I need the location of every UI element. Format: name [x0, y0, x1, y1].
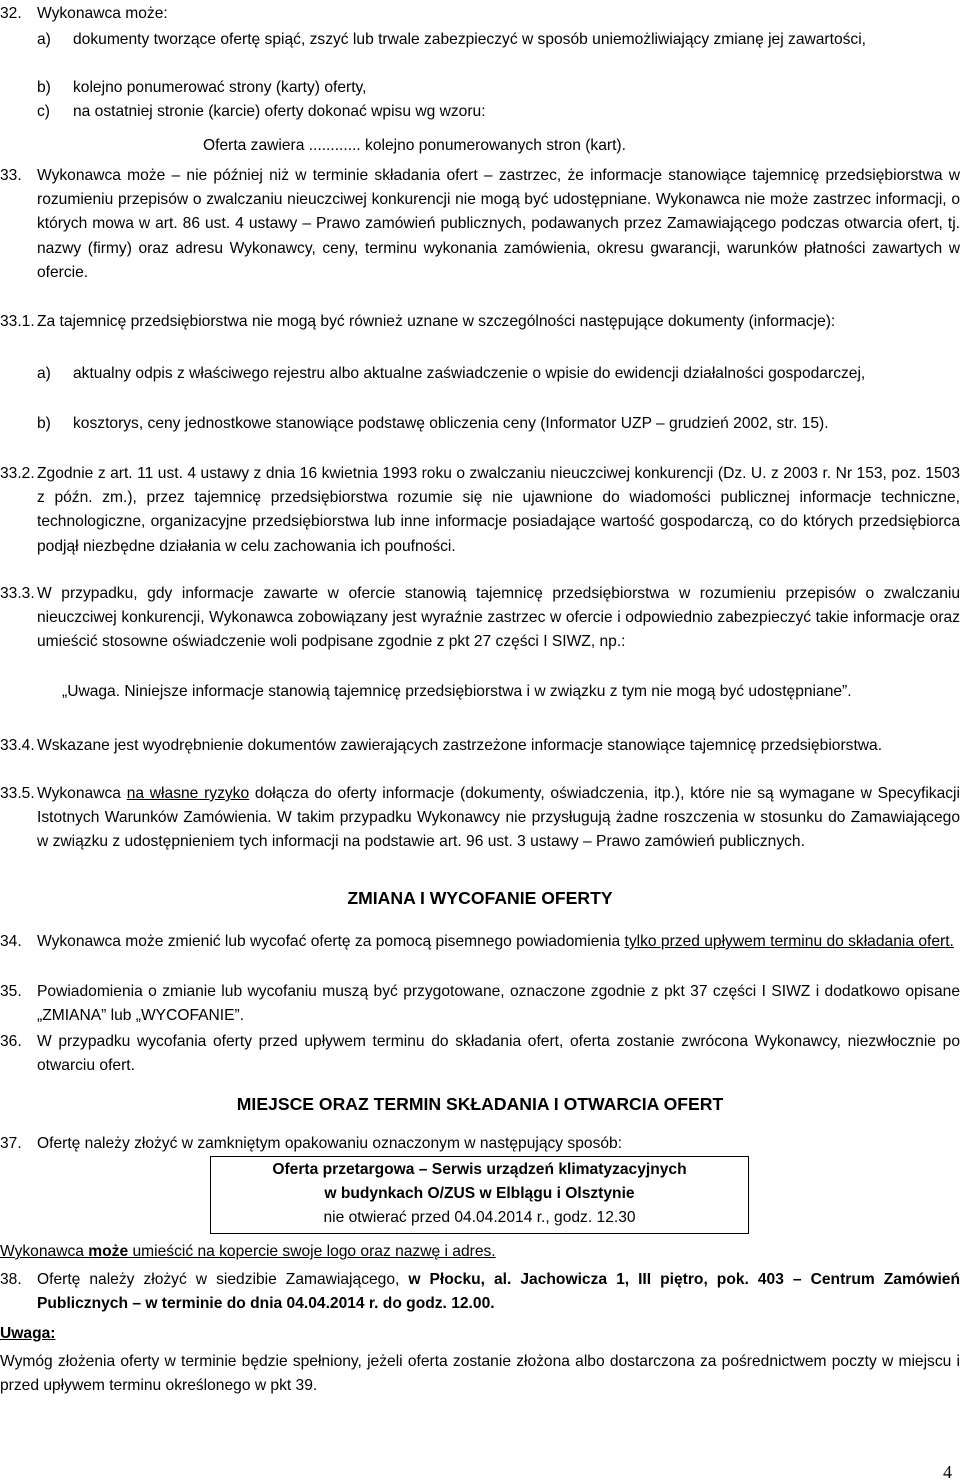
section-33-3: 33.3. W przypadku, gdy informacje zawarte w ofercie stanowią tajemnicę przedsiębiorstwa w rozumieniu przepisów o zwalczaniu nieuczciwej konkurencji, Wykonawca zobowiązany jest wyraźnie zastrzec w ofercie i odpowiednio zabezpieczyć takie informacje oraz umieścić stosowne oświadczenie woli podpisane zgodnie z pkt 27 części I SIWZ, np.: — [0, 585, 960, 651]
section-34: 34. Wykonawca może zmienić lub wycofać ofertę za pomocą pisemnego powiadomienia tylko przed upływem terminu do składania ofert. — [0, 933, 954, 950]
confidentiality-note: „Uwaga. Niniejsze informacje stanowią tajemnicę przedsiębiorstwa i w związku z tym nie mogą być udostępniane”. — [62, 683, 852, 700]
section-36: 36. W przypadku wycofania oferty przed upływem terminu do składania ofert, oferta zostanie zwrócona Wykonawcy, niezwłocznie po otwarciu ofert. — [0, 1033, 960, 1075]
uwaga-text: Wymóg złożenia oferty w terminie będzie spełniony, jeżeli oferta zostanie złożona albo dostarczona za pośrednictwem poczty w miejscu i przed upływem terminu określonego w pkt 39. — [0, 1353, 960, 1395]
list-item: a) dokumenty tworzące ofertę spiąć, zszyć lub trwale zabezpieczyć w sposób uniemożliwiający zmianę jej zawartości, — [37, 31, 867, 48]
underlined-text: na własne ryzyko — [126, 785, 250, 802]
section-35: 35. Powiadomienia o zmianie lub wycofaniu muszą być przygotowane, oznaczone zgodnie z pkt 37 części I SIWZ i dodatkowo opisane „ZMIANA” lub „WYCOFANIE”. — [0, 983, 960, 1025]
section-heading: MIEJSCE ORAZ TERMIN SKŁADANIA I OTWARCIA OFERT — [236, 1094, 724, 1114]
section-37: 37. Ofertę należy złożyć w zamkniętym opakowaniu oznaczonym w następujący sposób: — [0, 1135, 623, 1152]
envelope-label-box — [210, 1156, 749, 1234]
section-33-2: 33.2. Zgodnie z art. 11 ust. 4 ustawy z dnia 16 kwietnia 1993 roku o zwalczaniu nieuczciwej konkurencji (Dz. U. z 2003 r. Nr 153, poz. 1503 z późn. zm.), przez tajemnicę przedsiębiorstwa rozumie się nie ujawnione do wiadomości publicznej informacje techniczne, technologiczne, organizacyjne przedsiębiorstwa lub inne informacje posiadające wartość gospodarczą, co do których przedsiębiorca podjął niezbędne działania w celu zachowania ich poufności. — [0, 465, 960, 555]
box-line: w budynkach O/ZUS w Elblągu i Olsztynie — [324, 1185, 635, 1203]
section-33: 33. Wykonawca może – nie później niż w terminie składania ofert – zastrzec, że informacje stanowiące tajemnicę przedsiębiorstwa w rozumieniu przepisów o zwalczaniu nieuczciwej konkurencji nie mogą być udostępniane. Wykonawca nie może zastrzec informacji, o których mowa w art. 86 ust. 4 ustawy – Prawo zamówień publicznych, podawanych przez Zamawiającego podczas otwarcia ofert, tj. nazwy (firmy) oraz adresu Wykonawcy, ceny, terminu wykonania zamówienia, okresu gwarancji, warunków płatności zawartych w ofercie. — [0, 167, 960, 281]
section-32 — [0, 2, 960, 26]
list-item: a) aktualny odpis z właściwego rejestru albo aktualne zaświadczenie o wpisie do ewidencji działalności gospodarczej, — [37, 365, 866, 382]
section-33-5: 33.5. Wykonawca na własne ryzyko dołącza do oferty informacje (dokumenty, oświadczenia, itp.), które nie są wymagane w Specyfikacji Istotnych Warunków Zamówienia. W takim przypadku Wykonawcy nie przysługują żadne roszczenia w stosunku do Zamawiającego w związku z udostępnieniem tych informacji na podstawie art. 96 ust. 3 ustawy – Prawo zamówień publicznych. — [0, 785, 960, 851]
list-item: c) na ostatniej stronie (karcie) oferty dokonać wpisu wg wzoru: — [37, 103, 486, 120]
pattern-line: Oferta zawiera ............ kolejno ponumerowanych stron (kart). — [203, 137, 626, 154]
section-text: Wykonawca może: — [37, 5, 168, 22]
underlined-text: tylko przed upływem terminu do składania ofert. — [624, 933, 954, 950]
box-line: Oferta przetargowa – Serwis urządzeń klimatyzacyjnych — [272, 1161, 687, 1178]
logo-note: Wykonawca może umieścić na kopercie swoje logo oraz nazwę i adres. — [0, 1243, 496, 1260]
section-heading: ZMIANA I WYCOFANIE OFERTY — [347, 888, 613, 908]
section-number: 32. — [0, 5, 22, 22]
section-33-4: 33.4. Wskazane jest wyodrębnienie dokumentów zawierających zastrzeżone informacje stanowiące tajemnicę przedsiębiorstwa. — [0, 737, 883, 754]
section-38: 38. Ofertę należy złożyć w siedzibie Zamawiającego, w Płocku, al. Jachowicza 1, III piętro, pok. 403 – Centrum Zamówień Publicznych – w terminie do dnia 04.04.2014 r. do godz. 12.00. — [0, 1271, 960, 1313]
section-33-1: 33.1. Za tajemnicę przedsiębiorstwa nie mogą być również uznane w szczególności następujące dokumenty (informacje): — [0, 313, 836, 330]
list-item: b) kosztorys, ceny jednostkowe stanowiące podstawę obliczenia ceny (Informator UZP – grudzień 2002, str. 15). — [37, 415, 829, 432]
page-number: 4 — [943, 1462, 952, 1482]
uwaga-label: Uwaga: — [0, 1325, 56, 1342]
box-line: nie otwierać przed 04.04.2014 r., godz. 12.30 — [323, 1209, 636, 1227]
list-item: b) kolejno ponumerować strony (karty) oferty, — [37, 79, 367, 96]
